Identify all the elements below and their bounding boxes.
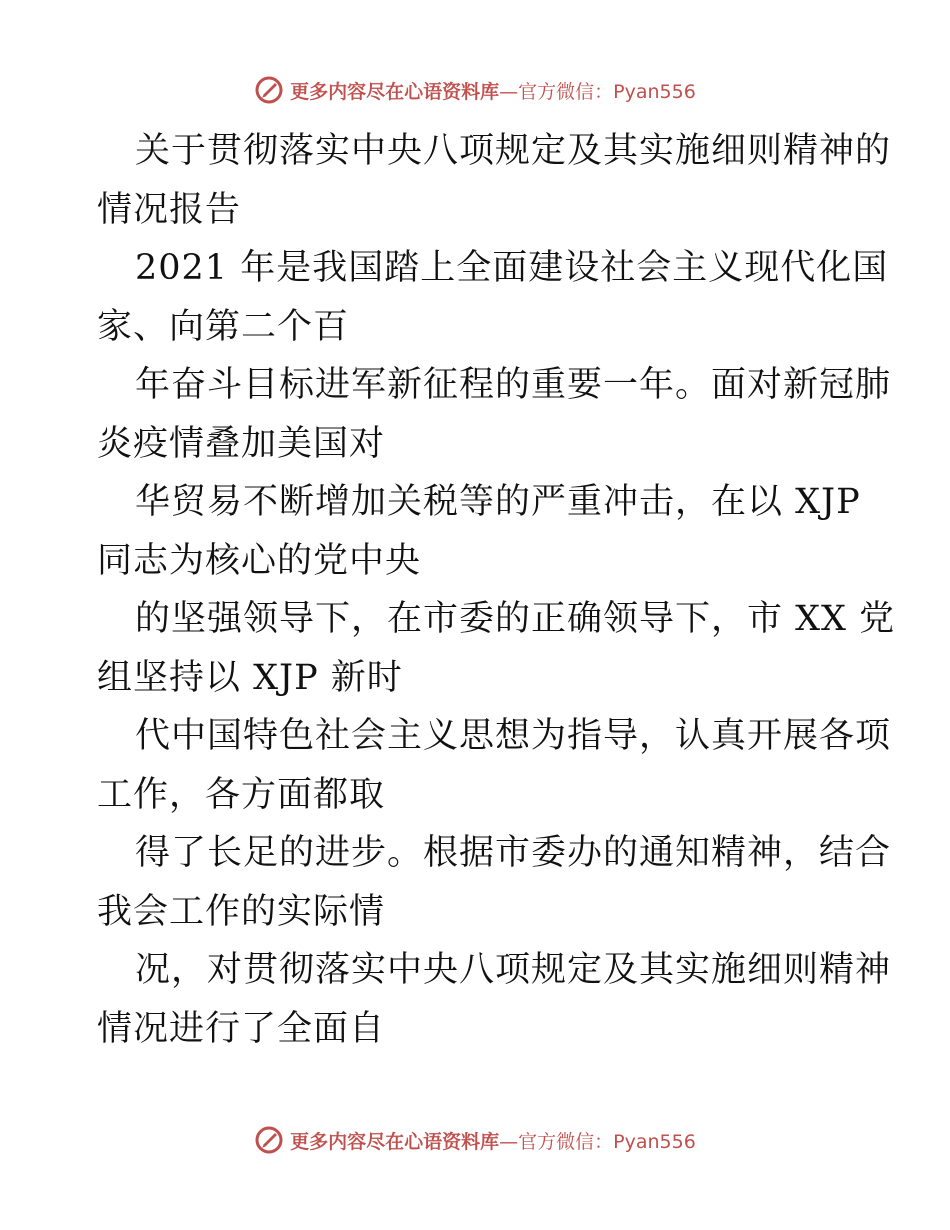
paragraph bbox=[97, 941, 892, 1058]
paragraph-line: 家、向第二个百 bbox=[97, 306, 350, 347]
banner-main-text: 更多内容尽在心语资料库 bbox=[290, 1130, 500, 1153]
banner-sub-text: —官方微信：Pyan556 bbox=[499, 1130, 696, 1153]
paragraph bbox=[97, 707, 892, 824]
paragraph bbox=[97, 473, 861, 590]
paragraph-line: 同志为核心的党中央 bbox=[97, 540, 422, 581]
paragraph-line: 关于贯彻落实中央八项规定及其实施细则精神的 bbox=[135, 131, 892, 171]
document-body bbox=[97, 122, 896, 1058]
paragraph-line: 炎疫情叠加美国对 bbox=[97, 423, 386, 464]
banner-main-text: 更多内容尽在心语资料库 bbox=[290, 80, 500, 103]
paragraph-line: 华贸易不断增加关税等的严重冲击，在以 XJP bbox=[135, 482, 861, 522]
paragraph-line: 2021 年是我国踏上全面建设社会主义现代化国 bbox=[135, 248, 889, 288]
footer-watermark-banner bbox=[0, 1120, 950, 1160]
paragraph bbox=[97, 824, 892, 941]
paragraph bbox=[97, 239, 889, 356]
paragraph-line: 我会工作的实际情 bbox=[97, 891, 386, 932]
paragraph-line: 况，对贯彻落实中央八项规定及其实施细则精神 bbox=[135, 950, 892, 990]
paragraph bbox=[97, 122, 892, 239]
paragraph-line: 年奋斗目标进军新征程的重要一年。面对新冠肺 bbox=[135, 365, 892, 405]
paragraph-line: 工作，各方面都取 bbox=[97, 774, 386, 815]
paragraph-line: 得了长足的进步。根据市委办的通知精神，结合 bbox=[135, 833, 892, 873]
paragraph bbox=[97, 590, 896, 707]
banner-sub-text: —官方微信：Pyan556 bbox=[499, 80, 696, 103]
brand-logo-icon bbox=[254, 1125, 284, 1155]
header-watermark-banner bbox=[0, 70, 950, 110]
paragraph-line: 情况报告 bbox=[97, 189, 242, 230]
paragraph-line: 组坚持以 XJP 新时 bbox=[97, 657, 403, 698]
paragraph bbox=[97, 356, 892, 473]
paragraph-line: 代中国特色社会主义思想为指导，认真开展各项 bbox=[135, 716, 892, 756]
paragraph-line: 的坚强领导下，在市委的正确领导下，市 XX 党 bbox=[135, 599, 896, 639]
brand-logo-icon bbox=[254, 75, 284, 105]
paragraph-line: 情况进行了全面自 bbox=[97, 1008, 386, 1049]
